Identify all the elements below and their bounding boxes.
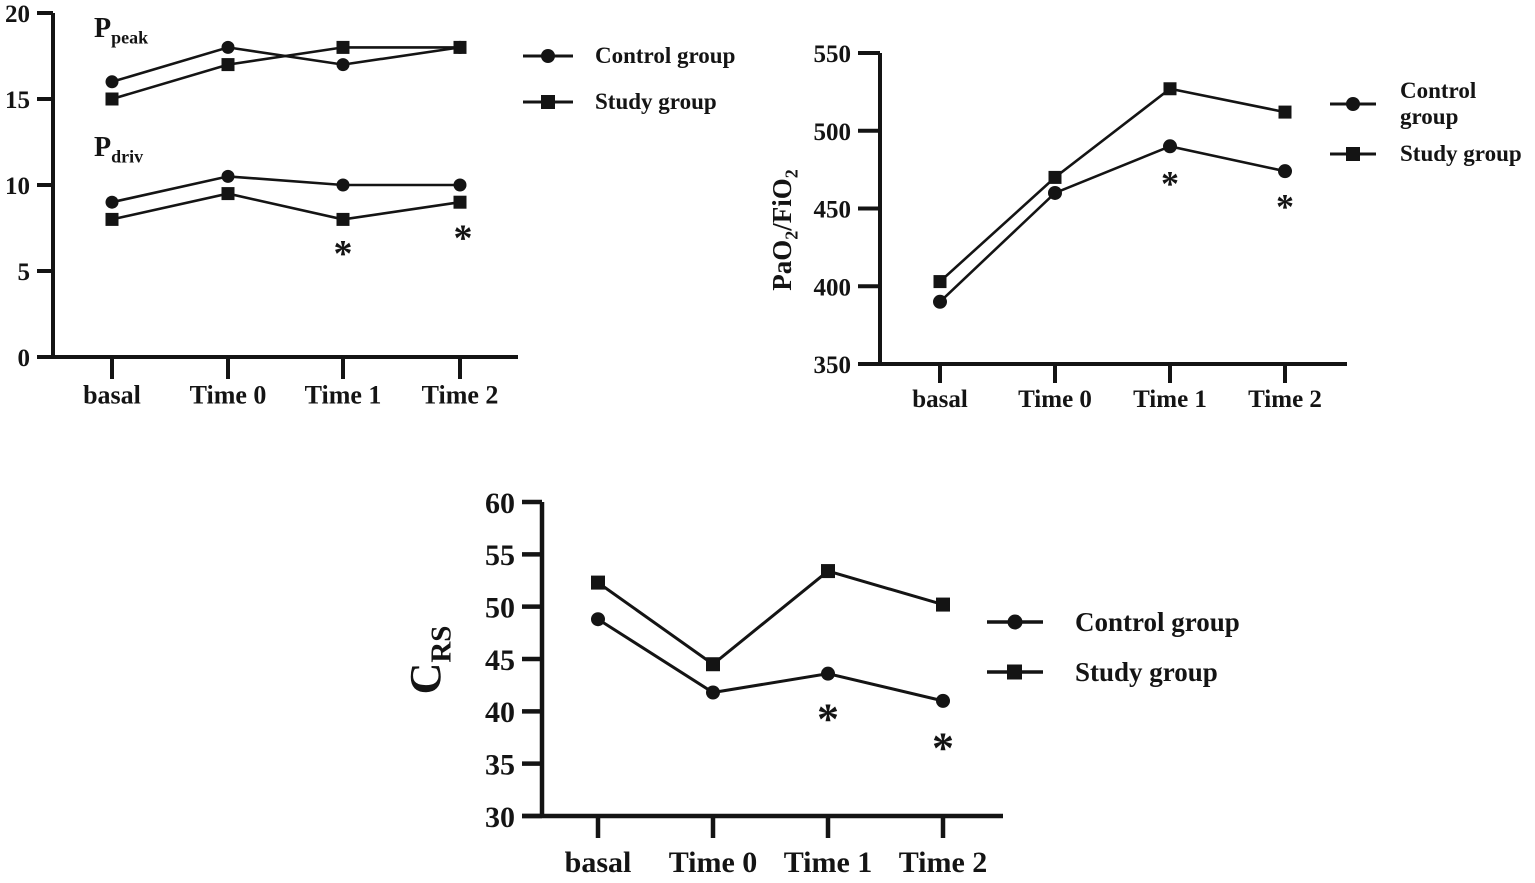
x-tick-label: Time 2 <box>898 845 988 879</box>
x-tick-label: Time 0 <box>189 380 267 410</box>
legend-compliance <box>985 607 1240 687</box>
x-tick-label: Time 0 <box>668 845 758 879</box>
data-point-square <box>591 576 605 590</box>
data-point-square <box>222 187 235 200</box>
data-point-square <box>1164 82 1177 95</box>
data-point-circle <box>454 179 467 192</box>
data-point-square <box>1049 171 1062 184</box>
legend-row-study <box>985 657 1240 687</box>
x-tick-label: Time 2 <box>1248 386 1322 413</box>
significance-asterisk: * <box>1276 186 1294 227</box>
data-point-square <box>936 598 950 612</box>
data-point-square <box>106 93 119 106</box>
data-point-square <box>337 213 350 226</box>
significance-asterisk: * <box>333 232 353 275</box>
study-marker-icon <box>1328 144 1378 164</box>
y-tick-label: 500 <box>813 118 851 146</box>
legend-label-study: Study group <box>1400 141 1522 166</box>
legend-row-control <box>985 607 1240 637</box>
y-tick-label: 35 <box>485 748 515 782</box>
series-line <box>940 146 1285 301</box>
y-tick-label: 60 <box>485 486 515 520</box>
data-point-square <box>1279 106 1292 119</box>
data-point-circle <box>821 667 835 681</box>
data-point-circle <box>222 41 235 54</box>
y-tick-label: 15 <box>5 87 30 114</box>
y-tick-label: 550 <box>813 41 851 68</box>
data-point-circle <box>337 58 350 71</box>
y-tick-label: 20 <box>5 1 30 28</box>
data-point-circle <box>1163 139 1177 153</box>
y-tick-label: 10 <box>5 173 30 200</box>
y-tick-label: 40 <box>485 696 515 730</box>
data-point-circle <box>1048 186 1062 200</box>
data-point-circle <box>106 196 119 209</box>
x-tick-label: Time 1 <box>304 380 382 410</box>
inplot-label: $P_{peak}$ <box>94 13 149 48</box>
data-point-circle <box>933 295 947 309</box>
data-point-circle <box>591 612 605 626</box>
y-tick-label: 50 <box>485 591 515 625</box>
data-point-square <box>934 275 947 288</box>
data-point-circle <box>1278 164 1292 178</box>
legend-label-study: Study group <box>595 89 717 114</box>
y-tick-label: 55 <box>485 539 515 573</box>
control-marker-icon <box>985 611 1045 633</box>
control-marker-icon <box>521 46 575 66</box>
data-point-circle <box>106 75 119 88</box>
data-point-circle <box>936 694 950 708</box>
chart-oxygenation <box>767 41 1347 413</box>
significance-asterisk: * <box>932 723 954 773</box>
inplot-label: $P_{driv}$ <box>94 132 144 167</box>
legend-label-control: Control group <box>595 43 736 68</box>
x-tick-label: basal <box>912 386 968 413</box>
data-point-square <box>706 657 720 671</box>
data-point-square <box>106 213 119 226</box>
significance-asterisk: * <box>1161 163 1179 204</box>
y-tick-label: 400 <box>813 274 851 302</box>
control-marker-icon <box>1328 94 1378 114</box>
series-line <box>598 619 943 701</box>
legend-row-study <box>1328 139 1535 169</box>
y-axis-title: PaO$_2$/FiO$_2$ <box>767 169 802 291</box>
y-tick-label: 350 <box>813 352 851 379</box>
x-tick-label: Time 2 <box>421 380 499 410</box>
study-marker-icon <box>985 661 1045 683</box>
y-tick-label: 0 <box>17 345 30 372</box>
legend-oxygenation <box>1328 78 1535 169</box>
legend-label-control: Control group <box>1400 78 1477 129</box>
legend-pressures <box>521 41 735 117</box>
data-point-square <box>821 564 835 578</box>
significance-asterisk: * <box>453 217 473 260</box>
legend-label-study: Study group <box>1075 656 1218 687</box>
chart-compliance <box>401 487 1003 879</box>
x-tick-label: Time 0 <box>1018 386 1092 413</box>
data-point-square <box>222 58 235 71</box>
y-axis-title: $C_{RS}$ <box>401 625 458 695</box>
data-point-square <box>454 196 467 209</box>
data-point-square <box>337 41 350 54</box>
legend-label-control: Control group <box>1075 606 1240 637</box>
legend-row-control <box>1328 78 1535 129</box>
y-tick-label: 45 <box>485 643 515 677</box>
x-tick-label: basal <box>83 380 141 410</box>
y-tick-label: 450 <box>813 196 851 224</box>
significance-asterisk: * <box>817 694 839 744</box>
data-point-square <box>454 41 467 54</box>
series-line <box>112 176 460 202</box>
legend-row-control <box>521 41 735 71</box>
chart-pressures <box>5 1 518 409</box>
series-line <box>112 47 460 81</box>
x-tick-label: basal <box>564 845 632 879</box>
data-point-circle <box>706 685 720 699</box>
x-tick-label: Time 1 <box>783 845 873 879</box>
study-marker-icon <box>521 92 575 112</box>
legend-row-study <box>521 87 735 117</box>
y-tick-label: 30 <box>485 800 515 834</box>
series-line <box>112 194 460 220</box>
series-line <box>598 571 943 664</box>
y-tick-label: 5 <box>17 259 30 286</box>
x-tick-label: Time 1 <box>1133 386 1207 413</box>
data-point-circle <box>222 170 235 183</box>
data-point-circle <box>337 179 350 192</box>
